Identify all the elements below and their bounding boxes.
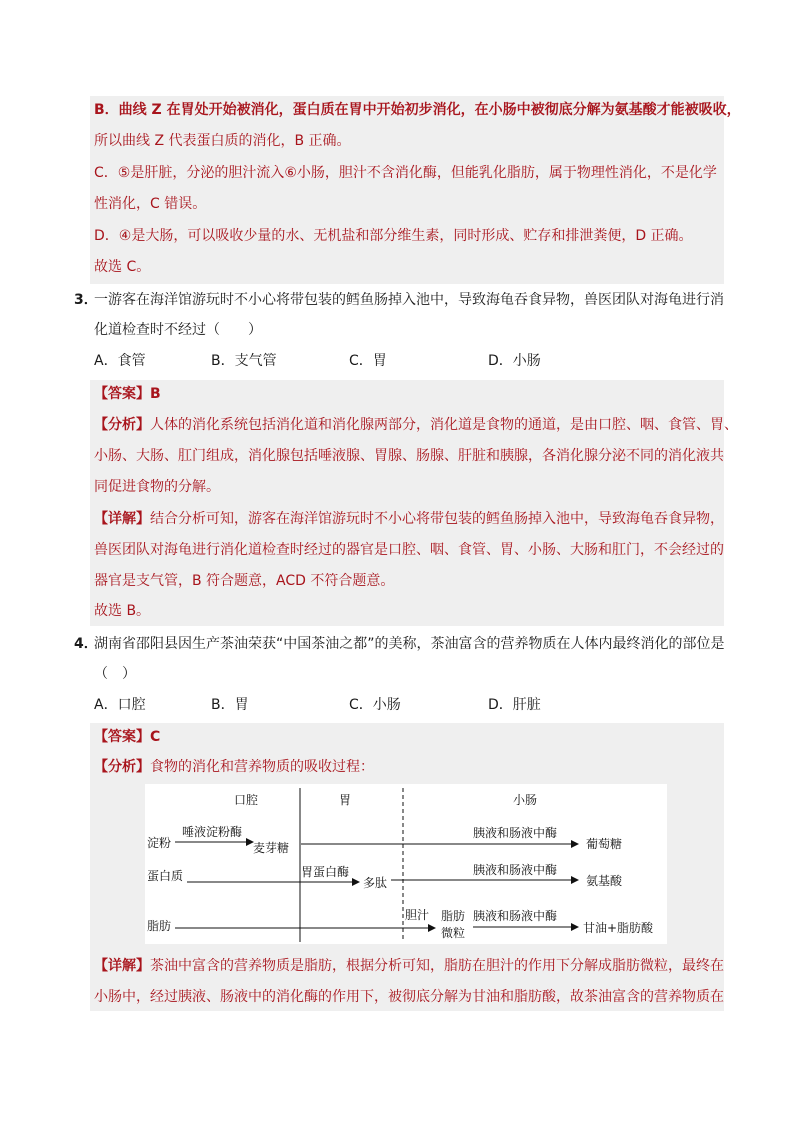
q2-option-d-line1: D．④是大肠，可以吸收少量的水、无机盐和部分维生素，同时形成、贮存和排泄粪便，D 正确。 (94, 228, 693, 244)
q3-choose: 故选 B。 (94, 603, 151, 619)
q4-analysis-tag: 【分析】 (94, 759, 150, 775)
label-glucose: 葡萄糖 (586, 837, 623, 851)
q3-detail-line2: 兽医团队对海龟进行消化道检查时经过的器官是口腔、咽、食管、胃、小肠、大肠和肛门，不会经过的 (94, 542, 724, 558)
q2-option-c-line2: 性消化，C 错误。 (94, 196, 207, 212)
label-fat-droplet-2: 微粒 (441, 926, 466, 940)
q3-analysis-line3: 同促进食物的分解。 (94, 479, 220, 495)
q4-option-b: B．胃 (211, 697, 249, 713)
q2-detail-block (90, 96, 724, 284)
q4-number: 4． (74, 636, 98, 652)
row-fat: 脂肪 (147, 919, 172, 933)
q3-analysis-line2: 小肠、大肠、肛门组成，消化腺包括唾液腺、胃腺、肠腺、肝脏和胰腺，各消化腺分泌不同的消化液共 (94, 448, 724, 464)
q2-option-b-line2: 所以曲线 Z 代表蛋白质的消化，B 正确。 (94, 133, 351, 149)
q4-analysis-text1: 食物的消化和营养物质的吸收过程： (150, 759, 374, 775)
q4-detail-tag: 【详解】 (94, 958, 150, 974)
q2-choose: 故选 C。 (94, 259, 151, 275)
q3-answer-line (94, 384, 161, 404)
q4-detail-line1 (94, 956, 724, 976)
q4-option-c: C．小肠 (349, 697, 401, 713)
label-polypeptide: 多肽 (363, 876, 388, 890)
label-bile: 胆汁 (405, 908, 430, 922)
label-glycerol-fatty-acid: 甘油+脂肪酸 (583, 921, 654, 935)
q2-option-c-line1: C．⑤是肝脏，分泌的胆汁流入⑥小肠，胆汁不含消化酶，但能乳化脂肪，属于物理性消化，不是化学 (94, 165, 717, 181)
label-fat-droplet-1: 脂肪 (441, 909, 466, 923)
label-maltose: 麦芽糖 (253, 841, 290, 855)
q3-answer-tag: 【答案】 (94, 386, 150, 402)
q3-detail-text1: 结合分析可知，游客在海洋馆游玩时不小心将带包装的鳕鱼肠掉入池中，导致海龟吞食异物， (150, 511, 724, 527)
q3-stem-line1: 一游客在海洋馆游玩时不小心将带包装的鳕鱼肠掉入池中，导致海龟吞食异物，兽医团队对海龟进行消 (94, 292, 724, 308)
q3-detail-tag: 【详解】 (94, 511, 150, 527)
q4-detail-line2: 小肠中，经过胰液、肠液中的消化酶的作用下，被彻底分解为甘油和脂肪酸，故茶油富含的营养物质在 (94, 989, 724, 1005)
digestion-diagram (145, 784, 667, 944)
header-stomach: 胃 (339, 793, 352, 807)
q4-option-d: D．肝脏 (488, 697, 541, 713)
q3-option-a: A．食管 (94, 353, 146, 369)
digestion-diagram-svg (145, 784, 667, 944)
q4-answer-line (94, 727, 160, 747)
q4-stem-line1: 湖南省邵阳县因生产茶油荣获“中国茶油之都”的美称，茶油富含的营养物质在人体内最终消化的部位是 (94, 636, 725, 652)
q3-number: 3． (74, 292, 98, 308)
row-protein: 蛋白质 (147, 869, 184, 883)
q4-detail-text1: 茶油中富含的营养物质是脂肪，根据分析可知，脂肪在胆汁的作用下分解成脂肪微粒，最终在 (150, 958, 724, 974)
label-salivary-amylase: 唾液淀粉酶 (182, 825, 243, 839)
row-starch: 淀粉 (147, 836, 172, 850)
q3-detail-line3: 器官是支气管，B 符合题意，ACD 不符合题意。 (94, 573, 395, 589)
q3-stem-line2: 化道检查时不经过（ ） (94, 322, 262, 338)
q4-analysis-line1 (94, 757, 374, 777)
q3-answer-value: B (150, 386, 161, 402)
q3-option-b: B．支气管 (211, 353, 277, 369)
label-amino-acid: 氨基酸 (586, 874, 623, 888)
label-pepsin: 胃蛋白酶 (301, 865, 350, 879)
header-mouth: 口腔 (234, 793, 259, 807)
q3-analysis-text1: 人体的消化系统包括消化道和消化腺两部分，消化道是食物的通道，是由口腔、咽、食管、胃、 (150, 417, 738, 433)
q3-analysis-tag: 【分析】 (94, 417, 150, 433)
q3-option-c: C．胃 (349, 353, 387, 369)
q2-option-b-line1: B．曲线 Z 在胃处开始被消化，蛋白质在胃中开始初步消化，在小肠中被彻底分解为氨基酸才能被吸收， (94, 102, 741, 118)
label-fat-si-enzyme: 胰液和肠液中酶 (473, 909, 558, 923)
q4-option-a: A．口腔 (94, 697, 146, 713)
q3-analysis-line1 (94, 415, 738, 435)
label-protein-si-enzyme: 胰液和肠液中酶 (473, 863, 558, 877)
q3-option-d: D．小肠 (488, 353, 541, 369)
q4-answer-tag: 【答案】 (94, 729, 150, 745)
q3-detail-line1 (94, 509, 724, 529)
q4-stem-line2: （ ） (94, 666, 136, 682)
header-small-intestine: 小肠 (513, 793, 538, 807)
q4-answer-value: C (150, 729, 161, 745)
label-starch-si-enzyme: 胰液和肠液中酶 (473, 826, 558, 840)
